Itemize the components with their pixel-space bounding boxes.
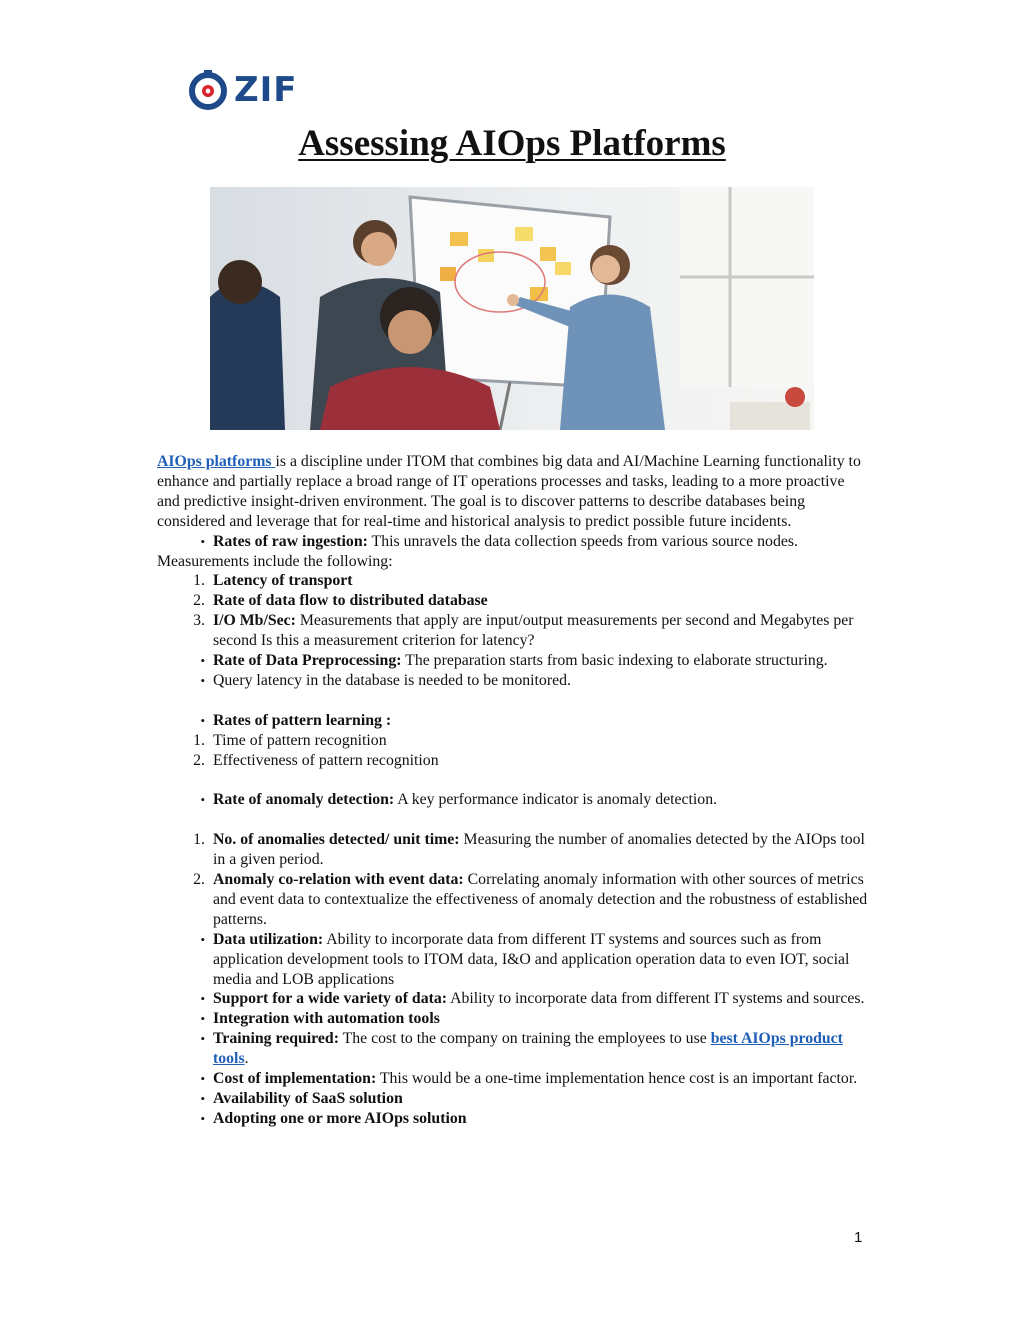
article-body	[157, 452, 869, 1129]
list-item	[157, 1109, 869, 1129]
list-item	[157, 1069, 869, 1089]
page-title: Assessing AIOps Platforms	[298, 123, 726, 164]
list-number: 2.	[193, 592, 205, 610]
item-heading: Adopting one or more AIOps solution	[213, 1109, 467, 1127]
item-heading: Latency of transport	[213, 572, 353, 590]
list-item	[157, 731, 869, 751]
item-text: Effectiveness of pattern recognition	[213, 751, 439, 769]
item-heading: Rate of Data Preprocessing:	[213, 652, 402, 670]
bullet-icon: •	[200, 991, 205, 1007]
list-number: 1.	[193, 572, 205, 590]
item-text: Time of pattern recognition	[213, 731, 387, 749]
zif-logo-icon	[186, 68, 230, 112]
intro-text: is a discipline under ITOM that combines big data and AI/Machine Learning functionality to enhance and partially replace a broad range of IT operations processes and tasks, leading to a more proactive and predictive insight-driven environment. The goal is to discover patterns to describe databases being considered and leverage that for real-time and historical analysis to predict possible future incidents.	[157, 453, 861, 530]
item-heading: Cost of implementation:	[213, 1070, 377, 1088]
best-aiops-product-tools-link[interactable]: best AIOps product tools	[213, 1030, 843, 1068]
item-text: This unravels the data collection speeds from various source nodes.	[367, 532, 798, 550]
bullet-icon: •	[200, 712, 205, 728]
list-item	[157, 830, 869, 870]
list-number: 2.	[193, 870, 205, 888]
item-text: Ability to incorporate data from different IT systems and sources such as from application development tools to ITOM data, I&O and application operation data to even IOT, social media and LOB applications	[213, 930, 850, 988]
item-heading: Availability of SaaS solution	[213, 1089, 403, 1107]
item-text: The cost to the company on training the employees to use	[338, 1030, 711, 1048]
bullet-icon: •	[200, 1011, 205, 1027]
list-item	[157, 790, 869, 810]
list-item	[157, 989, 869, 1009]
item-heading: Support for a wide variety of data:	[213, 990, 448, 1008]
item-text: Query latency in the database is needed to be monitored.	[213, 671, 571, 689]
list-number: 1.	[193, 731, 205, 749]
list-number: 1.	[193, 831, 205, 849]
item-text: Ability to incorporate data from different IT systems and sources.	[447, 990, 865, 1008]
list-number: 2.	[193, 751, 205, 769]
list-item	[157, 1089, 869, 1109]
team-whiteboard-photo	[210, 187, 814, 430]
item-heading: Rate of data flow to distributed database	[213, 592, 488, 610]
bullet-icon: •	[200, 1090, 205, 1106]
item-text: The preparation starts from basic indexing to elaborate structuring.	[401, 652, 828, 670]
measurements-intro: Measurements include the following:	[157, 552, 393, 570]
aiops-platforms-link[interactable]: AIOps platforms	[157, 453, 276, 470]
bullet-icon: •	[200, 1110, 205, 1126]
intro-paragraph	[157, 452, 869, 532]
list-item	[157, 591, 869, 611]
item-heading: Rate of anomaly detection:	[213, 791, 395, 809]
item-text: This would be a one-time implementation hence cost is an important factor.	[376, 1070, 858, 1088]
item-heading: No. of anomalies detected/ unit time:	[213, 831, 460, 849]
item-text-end: .	[244, 1050, 249, 1068]
list-item	[157, 870, 869, 930]
item-heading: Data utilization:	[213, 930, 324, 948]
bullet-icon: •	[200, 1071, 205, 1087]
item-heading: Anomaly co-relation with event data:	[213, 870, 464, 888]
item-text: A key performance indicator is anomaly detection.	[394, 791, 718, 809]
zif-logo	[186, 68, 298, 112]
bullet-icon: •	[200, 1031, 205, 1047]
bullet-icon: •	[200, 672, 205, 688]
list-item	[157, 671, 869, 691]
bullet-icon: •	[200, 653, 205, 669]
list-item	[157, 651, 869, 671]
list-item	[157, 532, 869, 552]
item-heading: I/O Mb/Sec:	[213, 612, 296, 630]
bullet-icon: •	[200, 931, 205, 947]
item-heading: Rates of pattern learning :	[213, 711, 392, 729]
list-item	[157, 1029, 869, 1069]
bullet-icon: •	[200, 533, 205, 549]
page-number: 1	[854, 1229, 863, 1246]
list-item	[157, 611, 869, 651]
list-item	[157, 930, 869, 990]
item-heading: Training required:	[213, 1030, 339, 1048]
item-heading: Integration with automation tools	[213, 1010, 440, 1028]
item-text: Measuring the number of anomalies detected by the AIOps tool in a given period.	[213, 831, 865, 869]
item-heading: Rates of raw ingestion:	[213, 532, 368, 550]
list-item	[157, 571, 869, 591]
bullet-icon: •	[200, 792, 205, 808]
list-item	[157, 711, 869, 731]
list-number: 3.	[193, 612, 205, 630]
list-item	[157, 1009, 869, 1029]
logo-text: ZIF	[234, 70, 298, 110]
item-text: Correlating anomaly information with other sources of metrics and event data to contextualize the effectiveness of anomaly detection and the robustness of established patterns.	[213, 870, 868, 928]
item-text: Measurements that apply are input/output measurements per second and Megabytes per second Is this a measurement criterion for latency?	[213, 612, 854, 650]
list-item	[157, 751, 869, 771]
